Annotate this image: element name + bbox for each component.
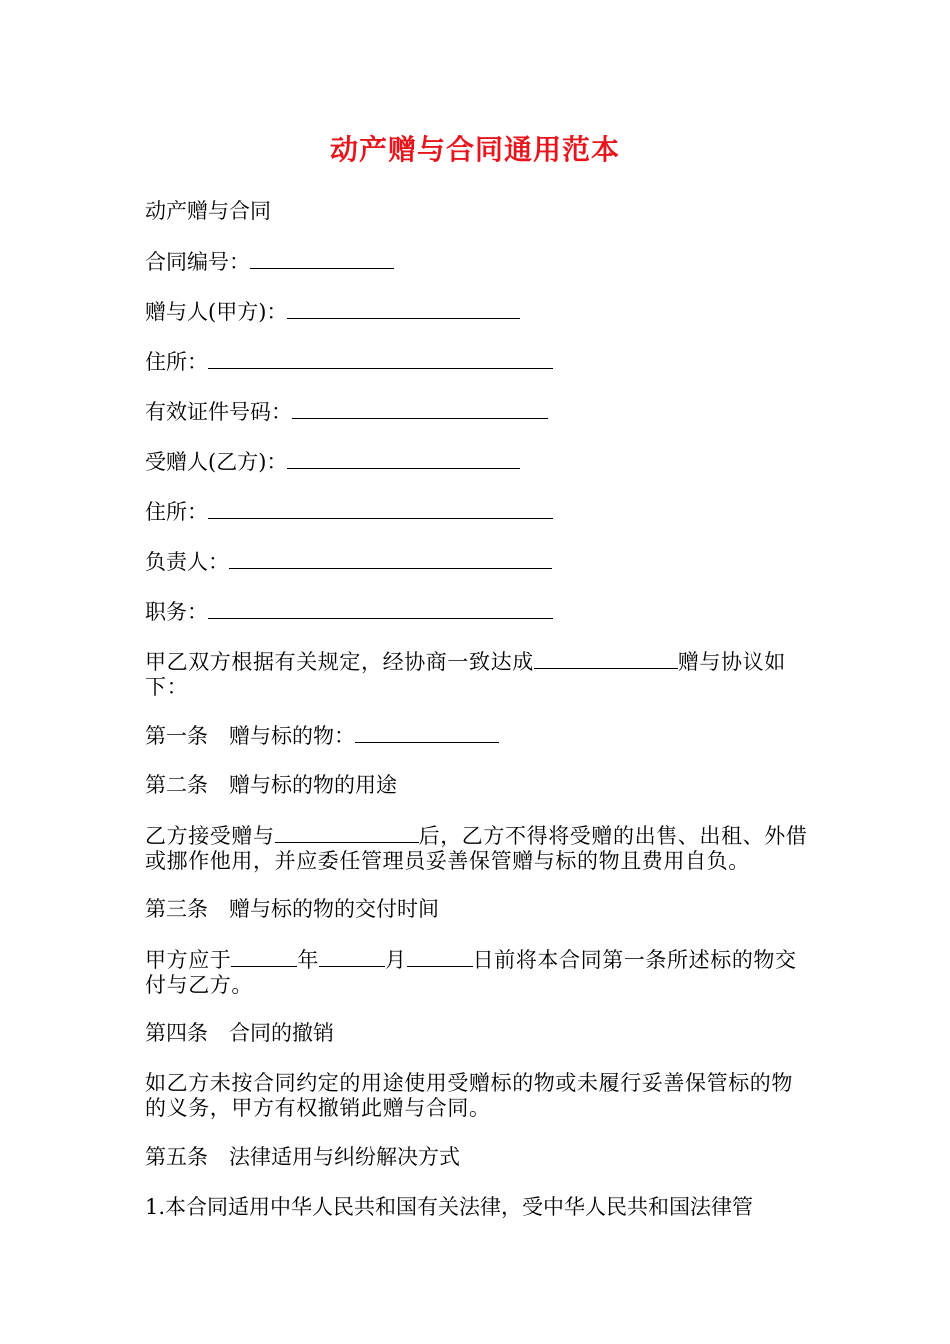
position-blank[interactable]: [208, 599, 553, 619]
article-2-body: [145, 823, 810, 874]
responsible-blank[interactable]: [229, 549, 552, 569]
article-1: [145, 723, 810, 749]
agreement-blank[interactable]: [534, 649, 678, 669]
field-responsible: [145, 549, 810, 575]
field-position: [145, 599, 810, 625]
article-3-text: 甲方应于: [145, 948, 232, 972]
field-donor: [145, 299, 810, 325]
article-2-text-end: 后，乙方不得将受赠的出售、出租、外借或挪作他用，并应委任管理员妥善保管赠与标的物且费用自负。: [145, 824, 808, 873]
field-label: 住所：: [145, 350, 208, 374]
field-donee-address: [145, 499, 810, 525]
day-blank[interactable]: [407, 947, 473, 967]
field-label: 赠与人(甲方)：: [145, 300, 288, 324]
id-number-blank[interactable]: [292, 399, 548, 419]
article-4-body: 如乙方未按合同约定的用途使用受赠标的物或未履行妥善保管标的物的义务，甲方有权撤销此赠与合同。: [145, 1071, 793, 1120]
document-title: 动产赠与合同通用范本: [329, 133, 620, 166]
month-label: 月: [385, 948, 407, 972]
article-4-heading: 第四条 合同的撤销: [145, 1021, 334, 1045]
donee-address-blank[interactable]: [208, 499, 553, 519]
year-label: 年: [297, 948, 320, 972]
field-label: 住所：: [145, 500, 208, 524]
field-label: 有效证件号码：: [145, 400, 292, 424]
article-5-heading: 第五条 法律适用与纠纷解决方式: [145, 1145, 460, 1169]
donee-blank[interactable]: [287, 449, 520, 469]
donor-blank[interactable]: [287, 299, 520, 319]
field-label: 负责人：: [145, 550, 229, 574]
article-3-text-end: 日前将本合同第一条所述标的物交付与乙方。: [145, 948, 797, 997]
accept-gift-blank[interactable]: [275, 823, 419, 843]
intro-text: 甲乙双方根据有关规定，经协商一致达成: [145, 650, 534, 674]
donor-address-blank[interactable]: [208, 349, 553, 369]
intro-paragraph: [145, 649, 810, 700]
field-label: 职务：: [145, 600, 208, 624]
field-label: 受赠人(乙方)：: [145, 450, 288, 474]
field-label: 合同编号：: [145, 250, 250, 274]
article-5-item-1: 1.本合同适用中华人民共和国有关法律，受中华人民共和国法律管: [145, 1195, 754, 1219]
article-1-heading: 第一条 赠与标的物：: [145, 724, 355, 748]
intro-text-end: 赠与协议如下：: [145, 650, 786, 699]
field-donee: [145, 449, 810, 475]
month-blank[interactable]: [319, 947, 385, 967]
field-id-number: [145, 399, 810, 425]
contract-name: 动产赠与合同: [145, 199, 271, 223]
article-2-text: 乙方接受赠与: [145, 824, 275, 848]
year-blank[interactable]: [231, 947, 297, 967]
article-2-heading: 第二条 赠与标的物的用途: [145, 773, 397, 797]
contract-no-blank[interactable]: [250, 249, 394, 269]
field-donor-address: [145, 349, 810, 375]
article-3-heading: 第三条 赠与标的物的交付时间: [145, 897, 439, 921]
field-contract-no: [145, 249, 810, 275]
gift-item-blank[interactable]: [355, 723, 499, 743]
article-3-body: [145, 947, 810, 998]
